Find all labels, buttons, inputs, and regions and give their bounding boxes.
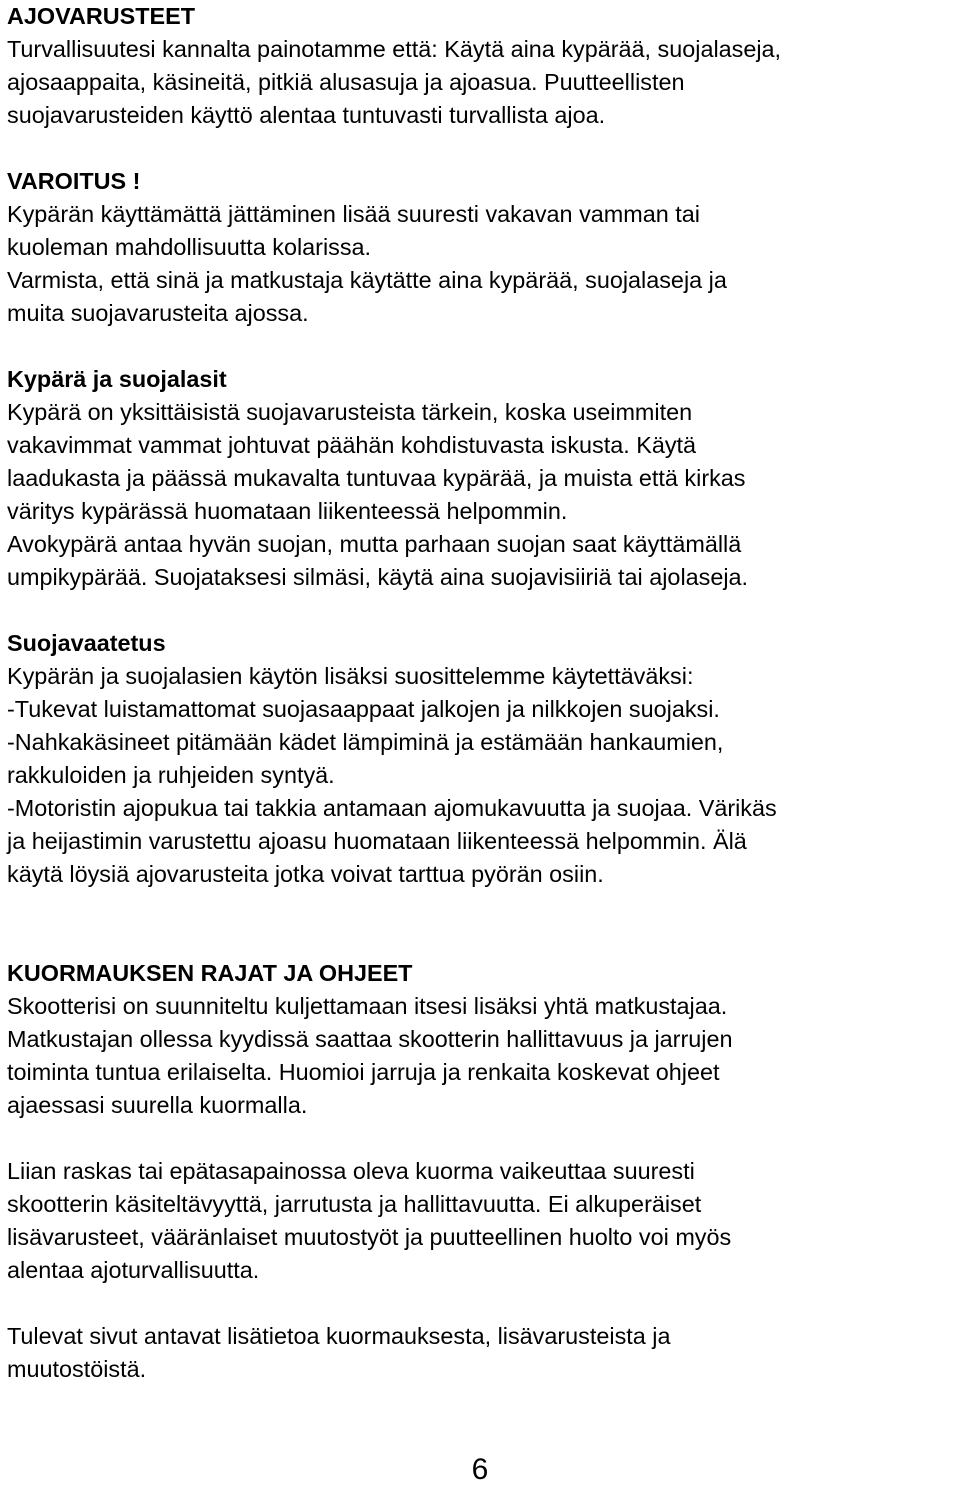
paragraph-gap (7, 594, 957, 627)
paragraph-line: muita suojavarusteita ajossa. (7, 300, 309, 326)
section-heading-suojavaatetus: Suojavaatetus (7, 630, 166, 656)
paragraph-line: Varmista, että sinä ja matkustaja käytätte aina kypärää, suojalaseja ja (7, 267, 727, 293)
section-gap (7, 891, 957, 957)
paragraph-line: muutostöistä. (7, 1356, 147, 1382)
document-page (7, 0, 957, 1386)
section-suojavaatetus (7, 627, 957, 891)
section-heading-varoitus: VAROITUS ! (7, 168, 141, 194)
paragraph-line: laadukasta ja päässä mukavalta tuntuvaa kypärää, ja muista että kirkas (7, 465, 746, 491)
paragraph-line: ajaessasi suurella kuormalla. (7, 1092, 308, 1118)
paragraph-gap (7, 132, 957, 165)
section-heading-ajovarusteet: AJOVARUSTEET (7, 3, 196, 29)
paragraph-line: Turvallisuutesi kannalta painotamme että: Käytä aina kypärää, suojalaseja, (7, 36, 782, 62)
section-heading-kypara: Kypärä ja suojalasit (7, 366, 227, 392)
paragraph-line: umpikypärää. Suojataksesi silmäsi, käytä aina suojavisiiriä tai ajolaseja. (7, 564, 749, 590)
section-heading-kuormaus: KUORMAUKSEN RAJAT JA OHJEET (7, 960, 413, 986)
paragraph-line: ajosaappaita, käsineitä, pitkiä alusasuja ja ajoasua. Puutteellisten (7, 69, 685, 95)
paragraph-line: Kypärän käyttämättä jättäminen lisää suuresti vakavan vamman tai (7, 201, 700, 227)
paragraph-line: väritys kypärässä huomataan liikenteessä helpommin. (7, 498, 568, 524)
section-ajovarusteet (7, 0, 957, 132)
paragraph-line: -Motoristin ajopukua tai takkia antamaan ajomukavuutta ja suojaa. Värikäs (7, 795, 777, 821)
section-kypara (7, 363, 957, 594)
paragraph-line: Avokypärä antaa hyvän suojan, mutta parhaan suojan saat käyttämällä (7, 531, 742, 557)
paragraph-gap (7, 1122, 957, 1155)
paragraph-gap (7, 1287, 957, 1320)
paragraph-line: Kypärä on yksittäisistä suojavarusteista tärkein, koska useimmiten (7, 399, 693, 425)
paragraph-line: ja heijastimin varustettu ajoasu huomataan liikenteessä helpommin. Älä (7, 828, 747, 854)
paragraph-line: käytä löysiä ajovarusteita jotka voivat tarttua pyörän osiin. (7, 861, 604, 887)
paragraph-line: kuoleman mahdollisuutta kolarissa. (7, 234, 372, 260)
paragraph-line: vakavimmat vammat johtuvat päähän kohdistuvasta iskusta. Käytä (7, 432, 697, 458)
paragraph-line: Kypärän ja suojalasien käytön lisäksi suosittelemme käytettäväksi: (7, 663, 694, 689)
paragraph-line: Skootterisi on suunniteltu kuljettamaan itsesi lisäksi yhtä matkustajaa. (7, 993, 728, 1019)
paragraph-gap (7, 330, 957, 363)
paragraph-line: lisävarusteet, vääränlaiset muutostyöt ja puutteellinen huolto voi myös (7, 1224, 732, 1250)
paragraph-line: -Nahkakäsineet pitämään kädet lämpiminä ja estämään hankaumien, (7, 729, 724, 755)
paragraph-line: -Tukevat luistamattomat suojasaappaat jalkojen ja nilkkojen suojaksi. (7, 696, 720, 722)
page-number: 6 (471, 1453, 489, 1486)
paragraph-line: Liian raskas tai epätasapainossa oleva kuorma vaikeuttaa suuresti (7, 1158, 695, 1184)
paragraph-line: suojavarusteiden käyttö alentaa tuntuvasti turvallista ajoa. (7, 102, 606, 128)
paragraph-line: alentaa ajoturvallisuutta. (7, 1257, 260, 1283)
paragraph-line: Tulevat sivut antavat lisätietoa kuormauksesta, lisävarusteista ja (7, 1323, 671, 1349)
section-kuormaus (7, 957, 957, 1386)
paragraph-line: Matkustajan ollessa kyydissä saattaa skootterin hallittavuus ja jarrujen (7, 1026, 733, 1052)
paragraph-line: toiminta tuntua erilaiselta. Huomioi jarruja ja renkaita koskevat ohjeet (7, 1059, 720, 1085)
paragraph-line: rakkuloiden ja ruhjeiden syntyä. (7, 762, 335, 788)
paragraph-line: skootterin käsiteltävyyttä, jarrutusta ja hallittavuutta. Ei alkuperäiset (7, 1191, 702, 1217)
section-varoitus (7, 165, 957, 330)
